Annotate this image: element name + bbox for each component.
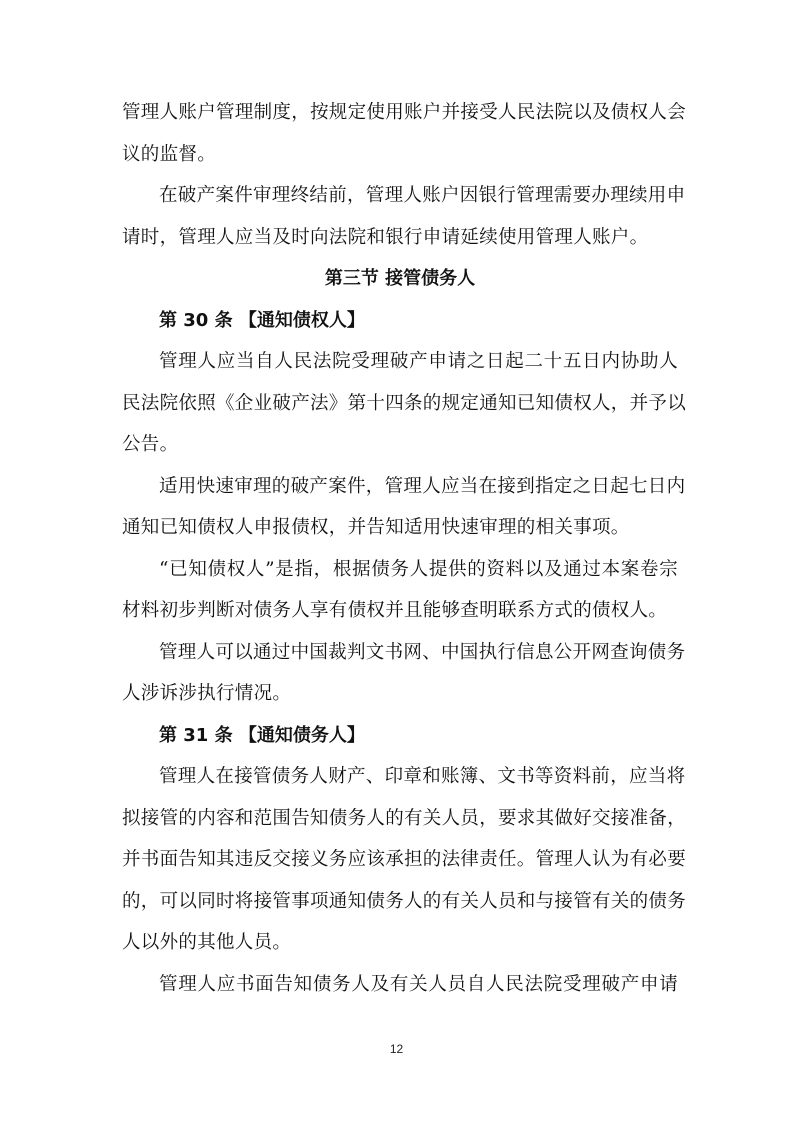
text-line: 拟接管的内容和范围告知债务人的有关人员，要求其做好交接准备， bbox=[122, 807, 687, 829]
paragraph bbox=[122, 466, 686, 549]
paragraph bbox=[122, 964, 678, 1006]
paragraph bbox=[122, 92, 687, 175]
page-number: 12 bbox=[389, 1042, 404, 1056]
paragraph bbox=[122, 549, 678, 632]
text-line: 管理人在接管债务人财产、印章和账簿、文书等资料前，应当将 bbox=[159, 766, 686, 787]
text-line: 管理人应当自人民法院受理破产申请之日起二十五日内协助人 bbox=[159, 351, 678, 372]
paragraph bbox=[122, 632, 686, 715]
text-line: 管理人应书面告知债务人及有关人员自人民法院受理破产申请 bbox=[159, 973, 678, 995]
text-line: 人以外的其他人员。 bbox=[122, 932, 292, 953]
text-line: 人涉诉涉执行情况。 bbox=[122, 683, 292, 704]
text-line: 适用快速审理的破产案件，管理人应当在接到指定之日起七日内 bbox=[159, 475, 686, 497]
section-heading: 第三节 接管债务人 bbox=[324, 268, 476, 289]
text-line: 通知已知债权人申报债权，并告知适用快速审理的相关事项。 bbox=[122, 517, 630, 538]
text-line: “已知债权人”是指，根据债务人提供的资料以及通过本案卷宗 bbox=[159, 558, 678, 580]
article-heading: 第 30 条 【通知债权人】 bbox=[159, 309, 365, 331]
text-line: 的，可以同时将接管事项通知债务人的有关人员和与接管有关的债务 bbox=[122, 890, 687, 912]
text-line: 民法院依照《企业破产法》第十四条的规定通知已知债权人，并予以 bbox=[122, 392, 687, 414]
paragraph bbox=[122, 756, 687, 964]
paragraph bbox=[122, 341, 687, 466]
document-page bbox=[122, 92, 687, 1005]
text-line: 在破产案件审理终结前，管理人账户因银行管理需要办理续用申 bbox=[159, 185, 686, 206]
text-line: 材料初步判断对债务人享有债权并且能够查明联系方式的债权人。 bbox=[122, 600, 668, 621]
text-line: 议的监督。 bbox=[122, 143, 217, 165]
text-line: 请时，管理人应当及时向法院和银行申请延续使用管理人账户。 bbox=[122, 226, 649, 248]
paragraph bbox=[122, 175, 686, 258]
text-line: 管理人账户管理制度，按规定使用账户并接受人民法院以及债权人会 bbox=[122, 102, 687, 123]
article-heading: 第 31 条 【通知债务人】 bbox=[159, 724, 365, 746]
text-line: 公告。 bbox=[122, 434, 179, 455]
text-line: 管理人可以通过中国裁判文书网、中国执行信息公开网查询债务 bbox=[159, 641, 686, 663]
text-line: 并书面告知其违反交接义务应该承担的法律责任。管理人认为有必要 bbox=[122, 849, 687, 870]
